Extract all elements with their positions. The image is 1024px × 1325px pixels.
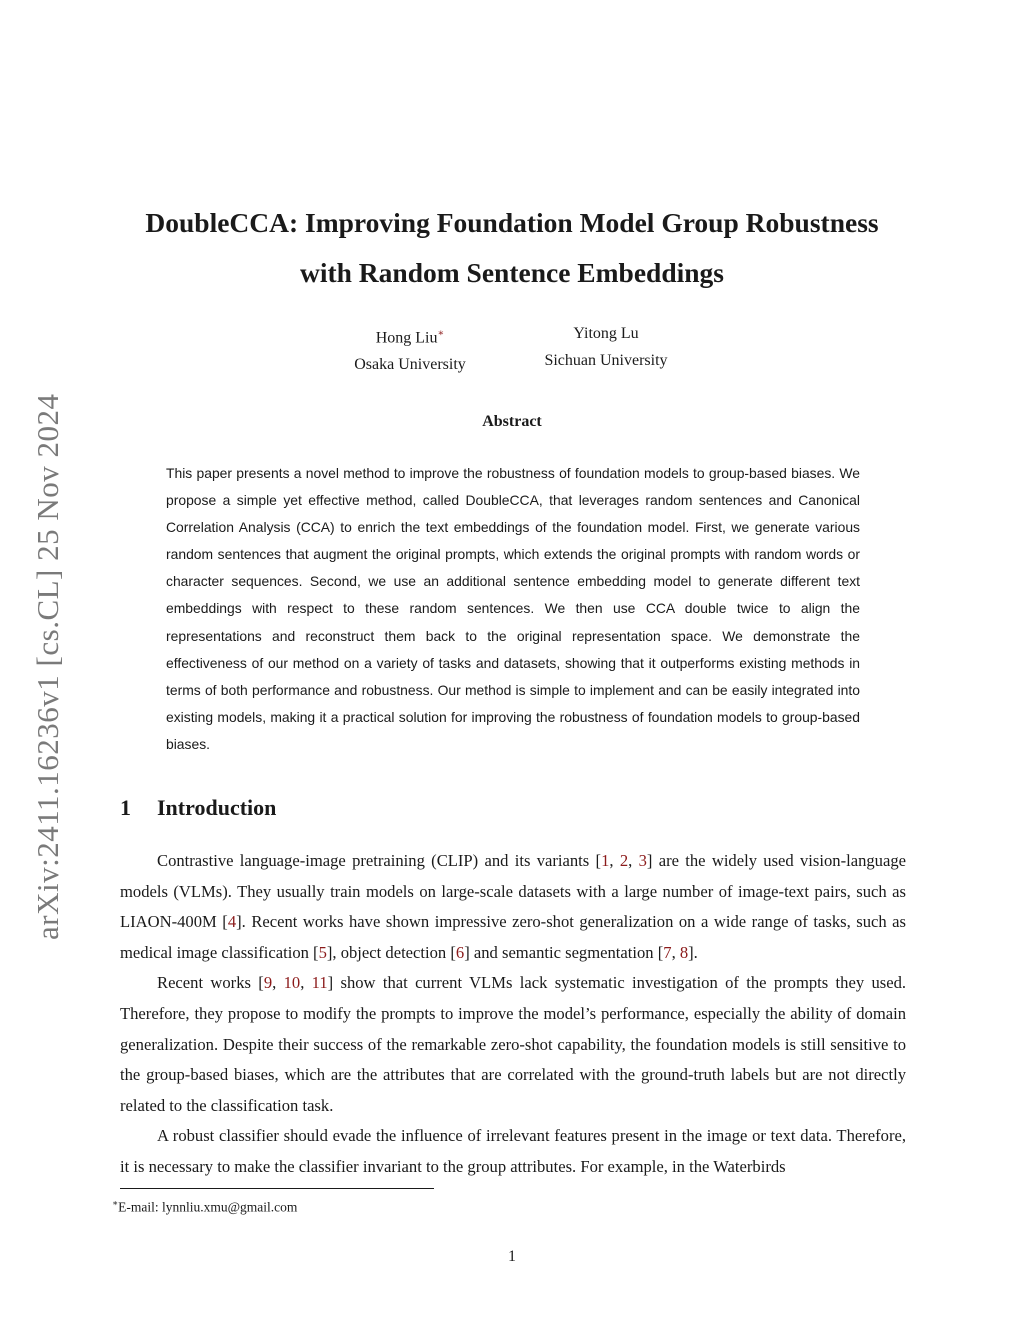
- paragraph-text: ] show that current VLMs lack systematic investigation of the prompts they used. Therefore, they propose to modify the prompts to improve the model’s performance, especially the ability of domain generalization. Despite their success of the remarkable zero-shot capability, the foundation models is still sensitive to the group-based biases, which are the attributes that are correlated with the ground-truth labels but are not directly related to the classification task.: [120, 973, 907, 1115]
- paragraph-1: [120, 846, 906, 968]
- citation-separator: ,: [671, 942, 680, 962]
- section-title: Introduction: [157, 795, 277, 820]
- author-1: [330, 320, 490, 378]
- citation-link[interactable]: 2: [619, 851, 629, 870]
- citation-link[interactable]: 6: [455, 942, 465, 962]
- page-number: 1: [508, 1248, 516, 1265]
- citation-link[interactable]: 5: [318, 942, 327, 962]
- section-heading-introduction: [120, 795, 276, 821]
- paragraph-text: ]. Recent works have shown impressive zero-shot generalization on a wide range of tasks, such as medical image classification [: [120, 912, 906, 962]
- citation-link[interactable]: 9: [263, 973, 273, 993]
- paper-title: [100, 198, 924, 298]
- author-2-affiliation: Sichuan University: [544, 352, 668, 369]
- footnote-mark: ∗: [112, 1198, 119, 1208]
- paragraph-text: ] are the widely used vision-language models (VLMs). They usually train models on large-scale datasets with a large number of image-text pairs, such as LIAON-400M [: [120, 851, 906, 932]
- footnote: [112, 1198, 297, 1216]
- paragraph-text: ], object detection [: [326, 942, 456, 962]
- footnote-text: E-mail: lynnliu.xmu@gmail.com: [118, 1199, 298, 1215]
- citation-link[interactable]: 10: [283, 973, 301, 993]
- paragraph-2: [120, 968, 906, 1121]
- citation-separator: ,: [628, 851, 639, 870]
- citation-link[interactable]: 1: [601, 851, 610, 870]
- author-1-name: Hong Liu: [375, 329, 438, 347]
- paragraph-text: Contrastive language-image pretraining (CLIP) and its variants [: [157, 851, 602, 870]
- paragraph-text: A robust classifier should evade the influence of irrelevant features present in the image or text data. Therefore, it is necessary to make the classifier invariant to the group attributes. For example, in the Waterbirds: [120, 1126, 906, 1176]
- paragraph-text: ] and semantic segmentation [: [464, 942, 664, 962]
- citation-link[interactable]: 4: [227, 912, 237, 932]
- introduction-body: [120, 846, 906, 1183]
- paragraph-text: Recent works [: [157, 973, 264, 993]
- citation-separator: ,: [609, 851, 620, 870]
- citation-link[interactable]: 11: [311, 973, 328, 993]
- citation-separator: ,: [272, 973, 284, 993]
- title-line-2: with Random Sentence Embeddings: [299, 257, 725, 288]
- author-1-affiliation: Osaka University: [354, 356, 466, 374]
- paragraph-3: [120, 1121, 906, 1182]
- citation-link[interactable]: 3: [638, 851, 647, 870]
- author-2-name: Yitong Lu: [573, 325, 639, 342]
- author-1-footnote-mark[interactable]: ∗: [437, 328, 445, 339]
- title-line-1: DoubleCCA: Improving Foundation Model Group Robustness: [145, 207, 879, 238]
- abstract-heading: Abstract: [482, 413, 542, 430]
- citation-link[interactable]: 7: [663, 942, 672, 962]
- author-2: [526, 320, 686, 374]
- abstract-text: This paper presents a novel method to improve the robustness of foundation models to group-based biases. We propose a simple yet effective method, called DoubleCCA, that leverages random sentences and Canonical Correlation Analysis (CCA) to enrich the text embeddings of the foundation model. First, we generate various random sentences that augment the original prompts, which extends the original prompts with random words or character sequences. Second, we use an additional sentence embedding model to generate different text embeddings with respect to these random sentences. We then use CCA double twice to align the representations and reconstruct them back to the original representation space. We demonstrate the effectiveness of our method on a variety of tasks and datasets, showing that it outperforms existing methods in terms of both performance and robustness. Our method is simple to implement and can be easily integrated into existing models, making it a practical solution for improving the robustness of foundation models to group-based biases.: [166, 465, 860, 752]
- footnote-rule: [120, 1188, 434, 1189]
- citation-link[interactable]: 8: [679, 942, 689, 962]
- paragraph-text: ].: [688, 942, 698, 962]
- section-number: 1: [120, 795, 131, 820]
- arxiv-identifier: arXiv:2411.16236v1 [cs.CL] 25 Nov 2024: [30, 393, 65, 940]
- citation-separator: ,: [300, 973, 312, 993]
